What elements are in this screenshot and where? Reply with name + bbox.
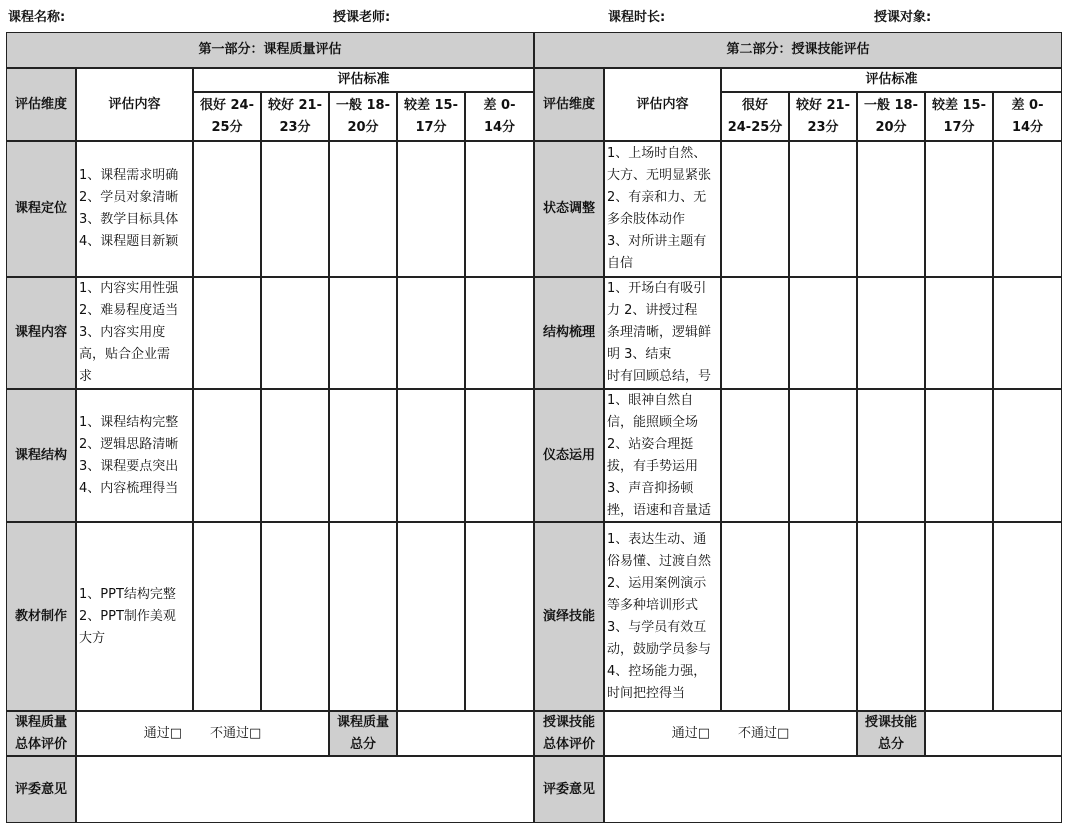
part1-score-cell[interactable]	[329, 277, 397, 389]
part2-score-cell[interactable]	[925, 277, 993, 389]
teacher-label: 授课老师:	[333, 9, 391, 25]
part2-content-header: 评估内容	[604, 68, 721, 141]
part1-total-label: 课程质量 总分	[329, 711, 397, 756]
part2-score-cell[interactable]	[789, 389, 857, 522]
part1-score-cell[interactable]	[193, 389, 261, 522]
part1-grade-2: 一般 18- 20分	[329, 92, 397, 141]
part1-grade-3: 较差 15- 17分	[397, 92, 465, 141]
evaluation-sheet	[6, 5, 1080, 823]
part2-total-label: 授课技能 总分	[857, 711, 925, 756]
part1-score-cell[interactable]	[329, 522, 397, 711]
part1-title: 第一部分：课程质量评估	[6, 32, 534, 68]
part1-grade-1: 较好 21- 23分	[261, 92, 329, 141]
part1-score-cell[interactable]	[397, 522, 465, 711]
part2-score-cell[interactable]	[925, 522, 993, 711]
part2-score-cell[interactable]	[857, 522, 925, 711]
part1-score-cell[interactable]	[193, 522, 261, 711]
part2-score-cell[interactable]	[993, 277, 1062, 389]
part1-score-cell[interactable]	[261, 141, 329, 277]
part2-score-cell[interactable]	[925, 389, 993, 522]
part1-score-cell[interactable]	[465, 389, 534, 522]
part2-grade-3: 较差 15- 17分	[925, 92, 993, 141]
part1-score-cell[interactable]	[261, 522, 329, 711]
part1-content-1: 1、内容实用性强 2、难易程度适当 3、内容实用度 高，贴合企业需 求	[76, 277, 193, 389]
part2-review-label: 评委意见	[534, 756, 604, 823]
part2-pass-option[interactable]: 通过□	[671, 725, 710, 741]
course-name-label: 课程名称:	[8, 9, 66, 25]
part2-grade-4: 差 0- 14分	[993, 92, 1062, 141]
part2-dimension-header: 评估维度	[534, 68, 604, 141]
duration-label: 课程时长:	[608, 9, 666, 25]
part2-total-value[interactable]	[925, 711, 1062, 756]
part1-content-3: 1、PPT结构完整 2、PPT制作美观 大方	[76, 522, 193, 711]
part2-review-box[interactable]	[604, 756, 1062, 823]
part2-score-cell[interactable]	[721, 389, 789, 522]
part2-content-3: 1、表达生动、通 俗易懂、过渡自然 2、运用案例演示 等多种培训形式 3、与学员有效互 动，鼓励学员参与 4、控场能力强， 时间把控得当	[604, 522, 721, 711]
part1-grade-4: 差 0- 14分	[465, 92, 534, 141]
part2-overall-options	[604, 711, 857, 756]
part2-standard-header: 评估标准	[721, 68, 1062, 92]
part1-overall-label: 课程质量 总体评价	[6, 711, 76, 756]
part2-score-cell[interactable]	[993, 389, 1062, 522]
part1-score-cell[interactable]	[465, 141, 534, 277]
part1-dimension-header: 评估维度	[6, 68, 76, 141]
part1-content-header: 评估内容	[76, 68, 193, 141]
part2-grade-1: 较好 21- 23分	[789, 92, 857, 141]
part1-dimension-0: 课程定位	[6, 141, 76, 277]
part1-score-cell[interactable]	[193, 141, 261, 277]
part2-content-2: 1、眼神自然自 信，能照顾全场 2、站姿合理挺 拔，有手势运用 3、声音抑扬顿 挫，语速和音量适	[604, 389, 721, 522]
part1-pass-option[interactable]: 通过□	[143, 725, 182, 741]
part1-dimension-1: 课程内容	[6, 277, 76, 389]
part1-score-cell[interactable]	[261, 277, 329, 389]
part2-score-cell[interactable]	[857, 141, 925, 277]
part1-score-cell[interactable]	[329, 141, 397, 277]
part2-score-cell[interactable]	[857, 277, 925, 389]
part1-score-cell[interactable]	[193, 277, 261, 389]
part1-content-2: 1、课程结构完整 2、逻辑思路清晰 3、课程要点突出 4、内容梳理得当	[76, 389, 193, 522]
part1-review-label: 评委意见	[6, 756, 76, 823]
part2-score-cell[interactable]	[993, 522, 1062, 711]
part1-score-cell[interactable]	[329, 389, 397, 522]
part1-score-cell[interactable]	[397, 141, 465, 277]
part2-grade-0: 很好 24-25分	[721, 92, 789, 141]
part2-score-cell[interactable]	[721, 277, 789, 389]
part1-dimension-3: 教材制作	[6, 522, 76, 711]
part1-score-cell[interactable]	[465, 522, 534, 711]
part2-score-cell[interactable]	[789, 277, 857, 389]
part2-content-0: 1、上场时自然、 大方、无明显紧张 2、有亲和力、无 多余肢体动作 3、对所讲主题有 自信	[604, 141, 721, 277]
part2-score-cell[interactable]	[789, 141, 857, 277]
part2-score-cell[interactable]	[857, 389, 925, 522]
part1-score-cell[interactable]	[397, 389, 465, 522]
part1-score-cell[interactable]	[465, 277, 534, 389]
part2-score-cell[interactable]	[721, 141, 789, 277]
part2-dimension-2: 仪态运用	[534, 389, 604, 522]
part1-score-cell[interactable]	[397, 277, 465, 389]
part1-review-box[interactable]	[76, 756, 534, 823]
part2-score-cell[interactable]	[721, 522, 789, 711]
part2-grade-2: 一般 18- 20分	[857, 92, 925, 141]
part1-standard-header: 评估标准	[193, 68, 534, 92]
part2-dimension-1: 结构梳理	[534, 277, 604, 389]
part2-fail-option[interactable]: 不通过□	[738, 725, 790, 741]
part1-overall-options	[76, 711, 329, 756]
part2-score-cell[interactable]	[789, 522, 857, 711]
part2-score-cell[interactable]	[993, 141, 1062, 277]
part2-overall-label: 授课技能 总体评价	[534, 711, 604, 756]
part1-content-0: 1、课程需求明确 2、学员对象清晰 3、教学目标具体 4、课程题目新颖	[76, 141, 193, 277]
part2-dimension-3: 演绎技能	[534, 522, 604, 711]
part1-total-value[interactable]	[397, 711, 534, 756]
part1-dimension-2: 课程结构	[6, 389, 76, 522]
audience-label: 授课对象:	[874, 9, 932, 25]
part1-fail-option[interactable]: 不通过□	[210, 725, 262, 741]
part1-grade-0: 很好 24- 25分	[193, 92, 261, 141]
part2-title: 第二部分：授课技能评估	[534, 32, 1062, 68]
part2-score-cell[interactable]	[925, 141, 993, 277]
part2-dimension-0: 状态调整	[534, 141, 604, 277]
part1-score-cell[interactable]	[261, 389, 329, 522]
part2-content-1: 1、开场白有吸引 力 2、讲授过程 条理清晰，逻辑鲜 明 3、结束 时有回顾总结，号	[604, 277, 721, 389]
